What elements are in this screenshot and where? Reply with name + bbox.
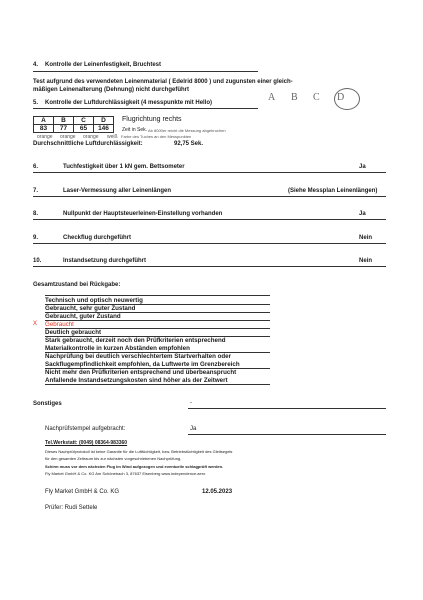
- section-10-number: 10.: [33, 258, 42, 264]
- avg-value: 92,75 Sek.: [174, 141, 204, 147]
- disclaimer-line-2: für den gesamten Zeitraum bis zur nächsten vorgeschriebenen Nachprüfung.: [45, 456, 182, 461]
- misc-value: -: [190, 400, 192, 406]
- condition-divider: [45, 320, 270, 321]
- airflow-value-d: 146: [94, 125, 114, 133]
- condition-item: Anfallende Instandsetzungskosten sind höher als der Zeitwert: [45, 377, 228, 384]
- color-d: weiß: [107, 134, 118, 140]
- condition-divider: [45, 295, 270, 296]
- airflow-header-a: A: [34, 117, 54, 125]
- color-b: orange: [60, 134, 76, 140]
- section-7-title: Laser-Vermessung aller Leinenlängen: [63, 188, 172, 194]
- section-7-underline: [33, 196, 386, 197]
- section-9-title: Checkflug durchgeführt: [63, 235, 132, 241]
- condition-item: Nicht mehr den Prüfkriterien entsprechend und überbeansprucht: [45, 369, 237, 376]
- section-9-underline: [33, 243, 386, 244]
- section-10-title: Instandsetzung durchgeführt: [63, 258, 146, 264]
- misc-label: Sonstiges: [33, 401, 62, 407]
- airflow-value-c: 65: [74, 125, 94, 133]
- condition-divider: [45, 384, 270, 385]
- section-5-number: 5.: [33, 100, 39, 106]
- section-8-underline: [33, 219, 386, 220]
- section-4-number: 4.: [33, 62, 39, 68]
- condition-item: Stark gebraucht, derzeit noch den Prüfkriterien entsprechend: [45, 337, 226, 344]
- section-4-title: Kontrolle der Leinenfestigkeit, Bruchtest: [45, 62, 162, 68]
- section-7-value: (Siehe Messplan Leinenlängen): [288, 188, 378, 194]
- company-name: Fly Market GmbH & Co. KG: [45, 489, 120, 495]
- section-8-value: Ja: [359, 211, 366, 217]
- condition-item-selected: Gebraucht: [45, 321, 74, 328]
- stamp-value: Ja: [190, 426, 197, 432]
- overall-condition-title: Gesamtzustand bei Rückgabe:: [33, 282, 121, 288]
- report-date: 12.05.2023: [202, 489, 233, 495]
- section-9-number: 9.: [33, 235, 39, 241]
- workshop-phone: Tel.Werkstatt: (0049) 08364-983360: [45, 440, 128, 446]
- color-c: orange: [83, 134, 99, 140]
- measurement-note: Ab 8000er reicht die Messung abgebrochen: [148, 128, 226, 133]
- section-8-number: 8.: [33, 211, 39, 217]
- section-5-underline: [33, 108, 258, 109]
- disclaimer-line-1: Dieses Nachprüfprotokoll ist keine Garantie für die Lufttüchtigkeit, bzw. Betriebstüchtigkeit des Gleitsegels: [45, 449, 233, 454]
- condition-item: Gebraucht, sehr guter Zustand: [45, 305, 136, 312]
- condition-item: Materialkontrolle in kurzen Abständen empfohlen: [45, 345, 190, 352]
- avg-label: Durchschnittliche Luftdurchlässigkeit:: [33, 141, 143, 147]
- company-address: Fly Market GmbH & Co. KG Am Schönebach 3, 87637 Eisenberg www.independence.aero: [45, 471, 206, 476]
- section-4-text-1: Test aufgrund des verwendeten Leinenmaterial ( Edelrid 8000 ) und zugunsten einer gleich-: [33, 79, 293, 85]
- flight-direction: Flugrichtung rechts: [122, 116, 182, 123]
- handwritten-abcd: [256, 88, 359, 110]
- airflow-value-b: 77: [54, 125, 74, 133]
- handwritten-d: D: [337, 92, 345, 103]
- handwritten-d-oval: [334, 88, 360, 110]
- condition-item: Sackflugempfindlichkeit empfohlen, da Luftwerte im Grenzbereich: [45, 361, 240, 368]
- condition-item: Deutlich gebraucht: [45, 329, 102, 336]
- airflow-header-b: B: [54, 117, 74, 125]
- stamp-label: Nachprüfstempel aufgebracht:: [45, 426, 126, 432]
- airflow-header-c: C: [74, 117, 94, 125]
- section-8-title: Nullpunkt der Hauptsteuerleinen-Einstellung vorhanden: [63, 211, 223, 217]
- section-4-underline: [33, 71, 258, 72]
- misc-underline: [188, 408, 386, 409]
- handwritten-a: A: [268, 92, 276, 103]
- airflow-header-d: D: [94, 117, 114, 125]
- condition-item: Gebraucht, guter Zustand: [45, 313, 121, 320]
- section-4-text-2: mäßigen Leinenalterung (Dehnung) nicht durchgeführt: [33, 87, 189, 93]
- section-10-underline: [33, 266, 386, 267]
- section-6-number: 6.: [33, 164, 39, 170]
- stamp-underline: [188, 434, 386, 435]
- color-a: orange: [37, 134, 53, 140]
- cloth-color-note: Farbe des Tuches an den Messpunkten: [121, 134, 192, 139]
- inspector-name: Prüfer: Rudi Settele: [45, 505, 98, 511]
- airflow-value-a: 83: [34, 125, 54, 133]
- handwritten-b: B: [291, 92, 298, 103]
- section-5-title: Kontrolle der Luftdurchlässigkeit (4 messpunkte mit Hello): [45, 100, 213, 106]
- section-6-value: Ja: [359, 164, 366, 170]
- condition-item: Technisch und optisch neuwertig: [45, 297, 143, 304]
- selected-condition-marker: X: [33, 321, 38, 327]
- airflow-table: [33, 116, 114, 133]
- time-label: Zeit in Sek.: [122, 127, 148, 133]
- section-7-number: 7.: [33, 188, 39, 194]
- section-6-underline: [33, 172, 386, 173]
- disclaimer-line-3: Schirm muss vor dem nächsten Flug im Wind aufgezogen und eventuelle schlagprüft werden.: [45, 464, 224, 469]
- handwritten-c: C: [313, 92, 320, 103]
- section-10-value: Nein: [359, 258, 373, 264]
- section-6-title: Tuchfestigkeit über 1 kN gem. Bettsometer: [63, 164, 185, 170]
- condition-item: Nachprüfung bei deutlich verschlechtertem Startverhalten oder: [45, 353, 232, 360]
- section-9-value: Nein: [359, 235, 373, 241]
